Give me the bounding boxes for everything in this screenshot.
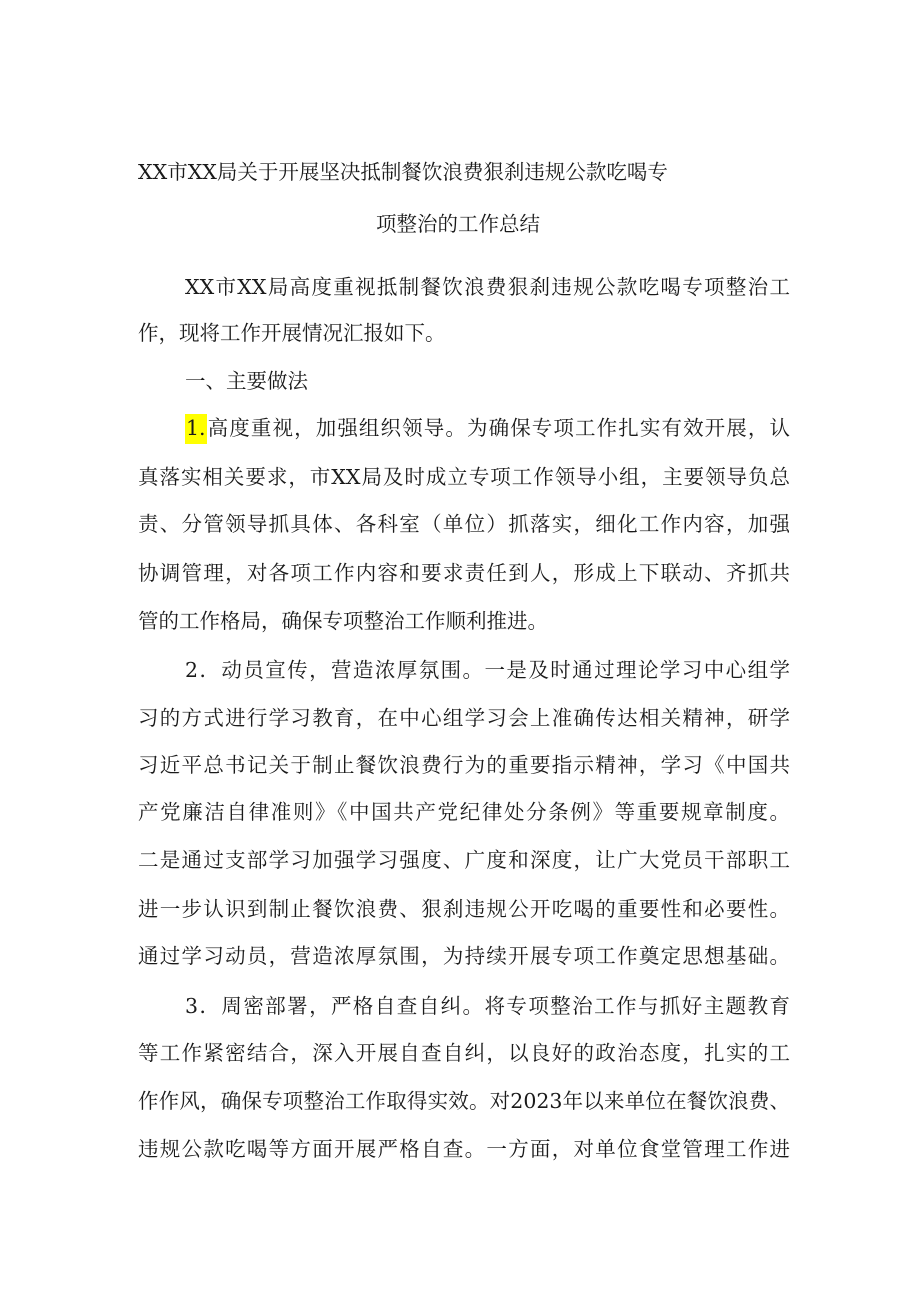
paragraph-line: 等工作紧密结合，深入开展自查自纠，以良好的政治态度，扎实的工 [138,1041,790,1065]
paragraph-line: 进一步认识到制止餐饮浪费、狠刹违规公开吃喝的重要性和必要性。 [138,897,790,921]
paragraph-line: 二是通过支部学习加强学习强度、广度和深度，让广大党员干部职工 [138,848,790,872]
intro-line: 作，现将工作开展情况汇报如下。 [138,321,446,345]
paragraph-line: 协调管理，对各项工作内容和要求责任到人，形成上下联动、齐抓共 [138,561,790,585]
paragraph-line: 通过学习动员，营造浓厚氛围，为持续开展专项工作奠定思想基础。 [138,944,790,968]
paragraph-line: 习近平总书记关于制止餐饮浪费行为的重要指示精神，学习《中国共 [138,753,790,777]
paragraph-line: 作作风，确保专项整治工作取得实效。对2023年以来单位在餐饮浪费、 [138,1089,790,1113]
paragraph-line: 责、分管领导抓具体、各科室（单位）抓落实，细化工作内容，加强 [138,512,790,536]
paragraph-line: 2．动员宣传，营造浓厚氛围。一是及时通过理论学习中心组学 [185,658,790,682]
paragraph-line: 真落实相关要求，市XX局及时成立专项工作领导小组，主要领导负总 [138,465,790,489]
item1-text: 高度重视，加强组织领导。为确保专项工作扎实有效开展，认 [206,416,790,440]
paragraph-line: 产党廉洁自律准则》《中国共产党纪律处分条例》等重要规章制度。 [138,800,790,824]
intro-line: XX市XX局高度重视抵制餐饮浪费狠刹违规公款吃喝专项整治工 [185,275,790,299]
highlighted-item-number: 1. [185,414,207,444]
paragraph-line: 3．周密部署，严格自查自纠。将专项整治工作与抓好主题教育 [185,994,790,1018]
paragraph-line: 习的方式进行学习教育，在中心组学习会上准确传达相关精神，研学 [138,706,790,730]
document-title-line-1: XX市XX局关于开展坚决抵制餐饮浪费狠刹违规公款吃喝专 [138,160,668,184]
document-title-line-2: 项整治的工作总结 [376,212,540,236]
paragraph-line: 违规公款吃喝等方面开展严格自查。一方面，对单位食堂管理工作进 [138,1137,790,1161]
paragraph-line: 管的工作格局，确保专项整治工作顺利推进。 [138,609,548,633]
item1-first-line [185,414,790,442]
section-heading: 一、主要做法 [185,369,308,393]
